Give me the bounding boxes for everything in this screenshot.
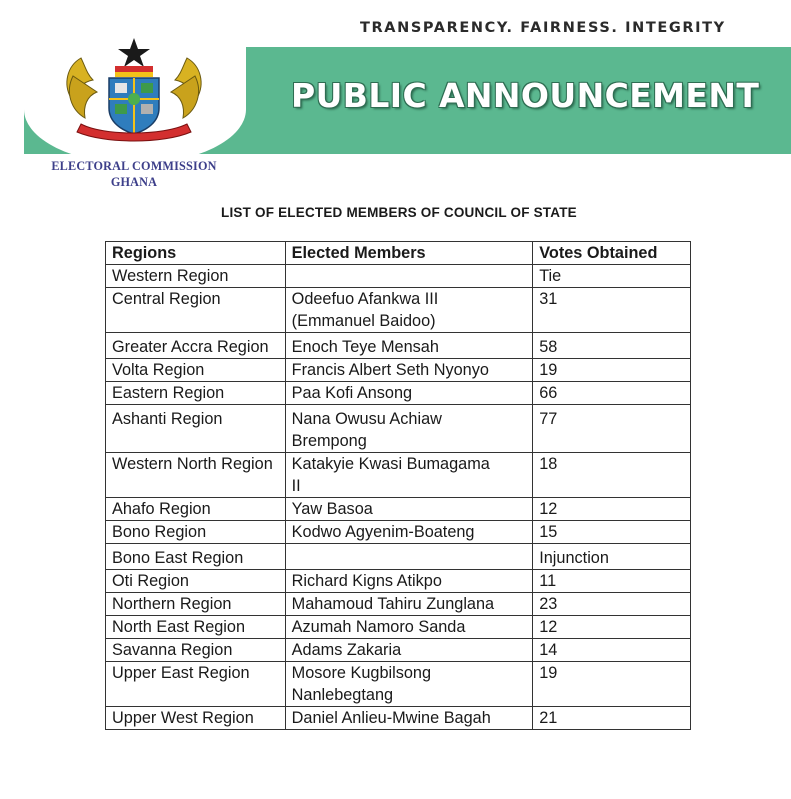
electoral-commission-name — [40, 158, 228, 190]
votes-cell: 18 — [533, 453, 691, 498]
member-cell: Mahamoud Tahiru Zunglana — [285, 593, 533, 616]
table-row — [106, 639, 691, 662]
member-cell — [285, 265, 533, 288]
member-cell: Francis Albert Seth Nyonyo — [285, 359, 533, 382]
region-cell: Savanna Region — [106, 639, 286, 662]
votes-cell: 77 — [533, 405, 691, 453]
votes-cell: 23 — [533, 593, 691, 616]
header-votes-obtained: Votes Obtained — [533, 242, 691, 265]
table-row — [106, 265, 691, 288]
votes-cell: 15 — [533, 521, 691, 544]
table-row — [106, 521, 691, 544]
votes-cell: 19 — [533, 359, 691, 382]
votes-cell: 31 — [533, 288, 691, 333]
region-cell: Upper West Region — [106, 707, 286, 730]
region-cell: Bono East Region — [106, 544, 286, 570]
table-row — [106, 544, 691, 570]
votes-cell: 19 — [533, 662, 691, 707]
region-cell: North East Region — [106, 616, 286, 639]
table-row — [106, 707, 691, 730]
member-cell: Odeefuo Afankwa III (Emmanuel Baidoo) — [285, 288, 533, 333]
header-elected-members: Elected Members — [285, 242, 533, 265]
member-cell: Katakyie Kwasi Bumagama II — [285, 453, 533, 498]
table-row — [106, 662, 691, 707]
member-cell: Nana Owusu Achiaw Brempong — [285, 405, 533, 453]
region-cell: Eastern Region — [106, 382, 286, 405]
votes-cell: 21 — [533, 707, 691, 730]
header-regions: Regions — [106, 242, 286, 265]
region-cell: Volta Region — [106, 359, 286, 382]
org-name-line-1: ELECTORAL COMMISSION — [51, 159, 217, 173]
votes-cell: 12 — [533, 616, 691, 639]
region-cell: Greater Accra Region — [106, 333, 286, 359]
region-cell: Ahafo Region — [106, 498, 286, 521]
votes-cell: 66 — [533, 382, 691, 405]
region-cell: Bono Region — [106, 521, 286, 544]
member-cell — [285, 544, 533, 570]
votes-cell: 58 — [533, 333, 691, 359]
table-row — [106, 359, 691, 382]
region-cell: Western North Region — [106, 453, 286, 498]
region-cell: Ashanti Region — [106, 405, 286, 453]
ghana-coat-of-arms-icon — [63, 36, 205, 144]
public-announcement-headline: PUBLIC ANNOUNCEMENT — [291, 76, 760, 115]
table-row — [106, 405, 691, 453]
region-cell: Western Region — [106, 265, 286, 288]
table-row — [106, 593, 691, 616]
member-cell: Yaw Basoa — [285, 498, 533, 521]
region-cell: Upper East Region — [106, 662, 286, 707]
member-cell: Richard Kigns Atikpo — [285, 570, 533, 593]
table-row — [106, 498, 691, 521]
votes-cell: 11 — [533, 570, 691, 593]
votes-cell: Injunction — [533, 544, 691, 570]
votes-cell: Tie — [533, 265, 691, 288]
member-cell: Kodwo Agyenim-Boateng — [285, 521, 533, 544]
member-cell: Mosore Kugbilsong Nanlebegtang — [285, 662, 533, 707]
council-of-state-table — [105, 241, 691, 730]
region-cell: Oti Region — [106, 570, 286, 593]
table-row — [106, 382, 691, 405]
table-row — [106, 288, 691, 333]
region-cell: Central Region — [106, 288, 286, 333]
table-row — [106, 570, 691, 593]
member-cell: Paa Kofi Ansong — [285, 382, 533, 405]
table-header-row — [106, 242, 691, 265]
member-cell: Enoch Teye Mensah — [285, 333, 533, 359]
list-title: LIST OF ELECTED MEMBERS OF COUNCIL OF STATE — [221, 205, 577, 220]
member-cell: Daniel Anlieu-Mwine Bagah — [285, 707, 533, 730]
member-cell: Adams Zakaria — [285, 639, 533, 662]
votes-cell: 14 — [533, 639, 691, 662]
table-row — [106, 453, 691, 498]
region-cell: Northern Region — [106, 593, 286, 616]
member-cell: Azumah Namoro Sanda — [285, 616, 533, 639]
org-name-line-2: GHANA — [110, 175, 158, 189]
table-row — [106, 616, 691, 639]
table-row — [106, 333, 691, 359]
tagline: TRANSPARENCY. FAIRNESS. INTEGRITY — [360, 20, 726, 36]
votes-cell: 12 — [533, 498, 691, 521]
